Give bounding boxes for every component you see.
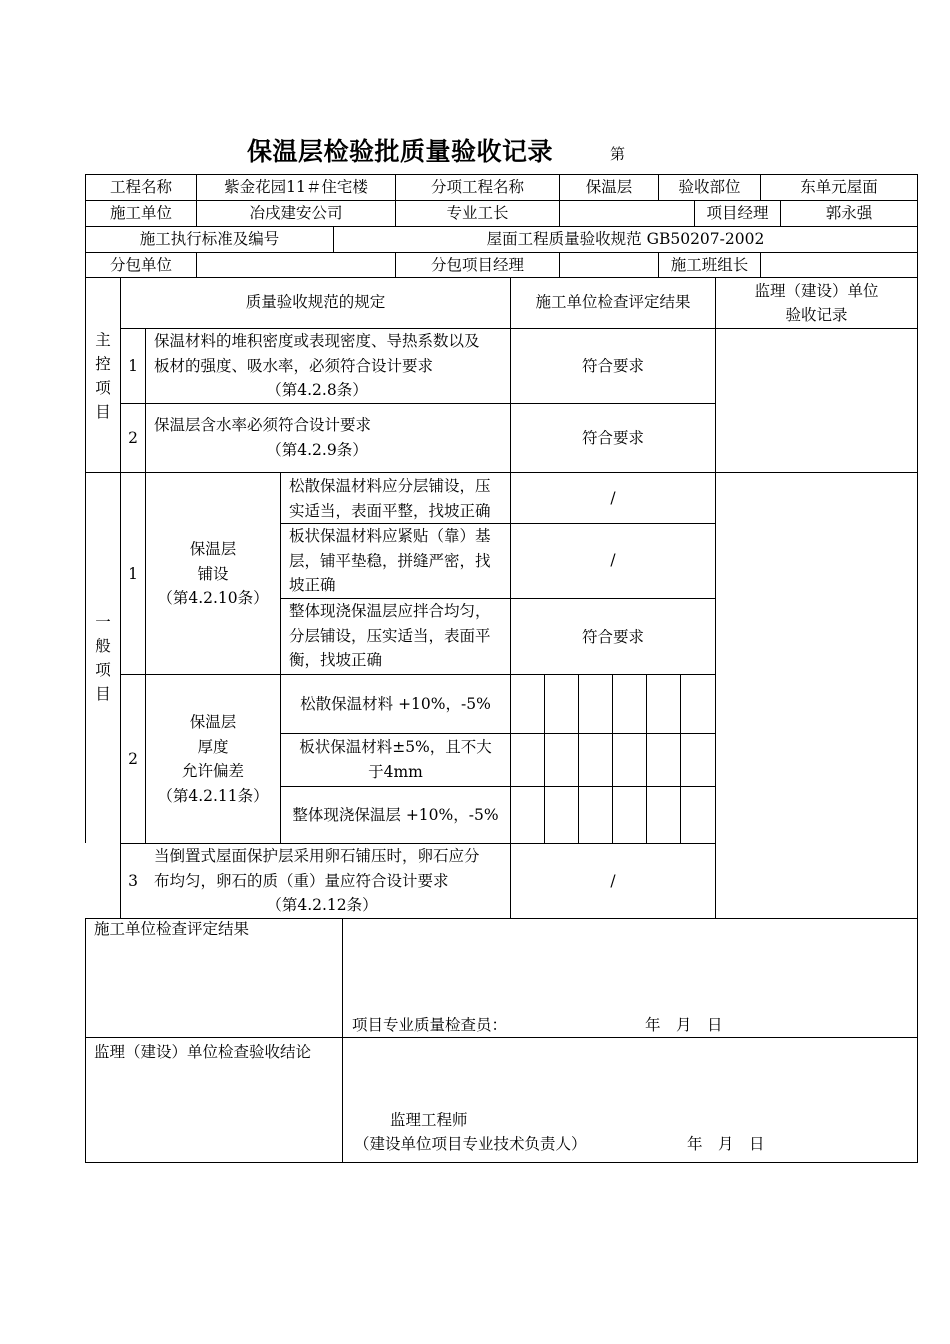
gen-item-2-sub-3: 整体现浇保温层 +10%，-5% <box>292 806 499 824</box>
constructor-label: 施工单位 <box>109 204 172 222</box>
mc-item-1-text: 保温材料的堆积密度或表现密度、导热系数以及 板材的强度、吸水率，必须符合设计要求 （第4.2.8条） <box>154 332 480 399</box>
inspection-part-label: 验收部位 <box>678 178 741 196</box>
foreman-label: 专业工长 <box>446 204 509 222</box>
constructor-value: 冶戌建安公司 <box>249 204 343 222</box>
date-2: 年 月 日 <box>687 1135 765 1153</box>
gen-item-1-name: 保温层 铺设 （第4.2.10条） <box>157 540 269 607</box>
col-supervision-header-2: 验收记录 <box>785 306 848 324</box>
project-name-value: 紫金花园11＃住宅楼 <box>224 178 368 196</box>
gen-item-2-no: 2 <box>128 750 138 768</box>
construction-result-label: 施工单位检查评定结果 <box>94 920 250 938</box>
gen-item-1-sub-1: 松散保温材料应分层铺设，压 实适当，表面平整，找坡正确 <box>289 477 491 520</box>
gen-item-3-text: 当倒置式屋面保护层采用卵石铺压时，卵石应分 布均匀，卵石的质（重）量应符合设计要求 （第4.2.12条） <box>154 847 480 914</box>
project-name-label: 工程名称 <box>109 178 172 196</box>
subcontractor-label: 分包单位 <box>109 256 172 274</box>
gen-item-1-sub-3: 整体现浇保温层应拌合均匀， 分层铺设，压实适当，表面平 衡，找坡正确 <box>289 602 491 669</box>
col-spec-header: 质量验收规范的规定 <box>245 293 386 311</box>
mc-item-1-no: 1 <box>128 357 138 375</box>
sub-project-value: 保温层 <box>585 178 633 196</box>
mc-item-2-result: 符合要求 <box>581 429 644 447</box>
project-manager-value: 郭永强 <box>825 204 873 222</box>
sub-manager-label: 分包项目经理 <box>430 256 524 274</box>
standard-value: 屋面工程质量验收规范 GB50207-2002 <box>486 230 765 248</box>
mc-item-1-result: 符合要求 <box>581 357 644 375</box>
mc-item-2-text: 保温层含水率必须符合设计要求 （第4.2.9条） <box>154 416 372 459</box>
sub-project-label: 分项工程名称 <box>430 178 524 196</box>
gen-item-1-no: 1 <box>128 565 138 583</box>
gen-item-1-sub-2-result: / <box>610 551 616 569</box>
general-label: 一般项目 <box>95 613 111 703</box>
inspector-label: 项目专业质量检查员： <box>352 1016 508 1034</box>
gen-item-1-sub-1-result: / <box>610 489 616 507</box>
gen-item-3-result: / <box>610 872 616 890</box>
mc-item-2-no: 2 <box>128 429 138 447</box>
supervision-conclusion-label: 监理（建设）单位检查验收结论 <box>94 1043 312 1061</box>
gen-item-3-no: 3 <box>128 872 138 890</box>
main-control-label: 主控项目 <box>95 331 111 421</box>
standard-label: 施工执行标准及编号 <box>139 230 280 248</box>
gen-item-1-sub-2: 板状保温材料应紧贴（靠）基 层，铺平垫稳，拼缝严密，找 坡正确 <box>289 527 491 594</box>
date-1: 年 月 日 <box>645 1016 723 1034</box>
gen-item-1-sub-3-result: 符合要求 <box>581 628 644 646</box>
col-supervision-header-1: 监理（建设）单位 <box>754 282 879 300</box>
team-leader-label: 施工班组长 <box>670 256 749 274</box>
page-number-label: 第 <box>610 145 626 163</box>
gen-item-2-sub-2: 板状保温材料±5%，且不大 于4mm <box>299 738 492 781</box>
gen-item-2-name: 保温层 厚度 允许偏差 （第4.2.11条） <box>157 713 269 805</box>
gen-item-2-sub-1: 松散保温材料 +10%，-5% <box>300 695 491 713</box>
project-manager-label: 项目经理 <box>706 204 769 222</box>
page-title: 保温层检验批质量验收记录 <box>247 137 554 166</box>
engineer-sub-label: （建设单位项目专业技术负责人） <box>354 1135 587 1153</box>
engineer-label: 监理工程师 <box>390 1111 468 1129</box>
col-result-header: 施工单位检查评定结果 <box>535 293 691 311</box>
inspection-part-value: 东单元屋面 <box>800 178 878 196</box>
